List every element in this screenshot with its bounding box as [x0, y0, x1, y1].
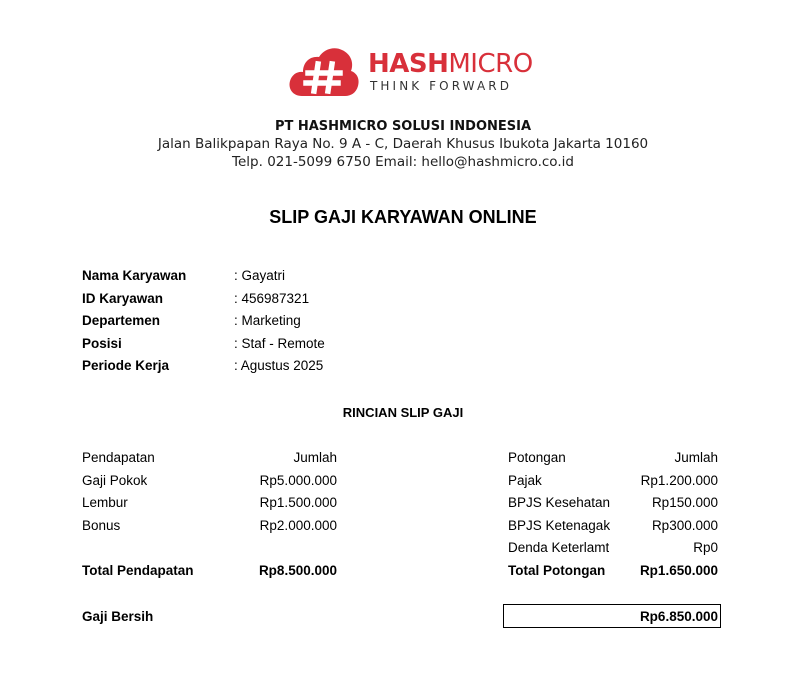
deduction-row	[508, 473, 718, 496]
income-label: Gaji Pokok	[82, 472, 148, 488]
info-label: Periode Kerja	[82, 358, 170, 373]
net-salary-amount: Rp6.850.000	[639, 609, 718, 624]
company-contact: Telp. 021-5099 6750 Email: hello@hashmicro.co.id	[232, 154, 574, 170]
info-label: Nama Karyawan	[82, 268, 187, 283]
deductions-header-label: Potongan	[508, 450, 566, 465]
cloud-hash-icon	[288, 46, 360, 100]
deductions-total-row	[508, 563, 718, 586]
deduction-label: Pajak	[508, 472, 542, 488]
deductions-total-label: Total Potongan	[508, 562, 606, 578]
deductions-table	[508, 450, 718, 585]
info-value: : Marketing	[234, 313, 301, 328]
income-amount: Rp2.000.000	[259, 517, 337, 533]
deductions-header-amount: Jumlah	[674, 450, 718, 465]
section-title: RINCIAN SLIP GAJI	[342, 405, 464, 420]
deduction-label: BPJS Ketenagak	[508, 517, 611, 533]
deduction-row	[508, 495, 718, 518]
info-value: : 456987321	[234, 290, 310, 306]
brand-name-bold: HASH	[368, 49, 449, 79]
income-label: Lembur	[82, 495, 128, 510]
deduction-amount: Rp0	[693, 540, 718, 555]
info-label: ID Karyawan	[82, 290, 164, 306]
income-header-amount: Jumlah	[293, 450, 337, 465]
net-salary-label: Gaji Bersih	[82, 609, 154, 624]
document-title: SLIP GAJI KARYAWAN ONLINE	[269, 207, 537, 227]
brand-name-light: MICRO	[448, 49, 533, 79]
brand-name	[368, 49, 533, 79]
company-logo	[288, 46, 538, 100]
info-label: Posisi	[82, 335, 122, 351]
info-value: : Staf - Remote	[234, 335, 325, 351]
deduction-row	[508, 518, 718, 541]
deduction-row	[508, 540, 718, 563]
deduction-amount: Rp1.200.000	[640, 472, 718, 488]
deduction-amount: Rp300.000	[651, 517, 718, 533]
income-header-row	[82, 450, 337, 473]
income-total-amount: Rp8.500.000	[258, 562, 337, 578]
deduction-amount: Rp150.000	[651, 495, 718, 510]
company-address: Jalan Balikpapan Raya No. 9 A - C, Daerah Khusus Ibukota Jakarta 10160	[157, 136, 649, 152]
info-value: : Agustus 2025	[234, 358, 324, 373]
info-value: : Gayatri	[234, 268, 286, 283]
deduction-label: BPJS Kesehatan	[508, 495, 611, 510]
company-name: PT HASHMICRO SOLUSI INDONESIA	[274, 119, 532, 134]
info-label: Departemen	[82, 313, 161, 328]
deductions-header-row	[508, 450, 718, 473]
net-salary-box	[503, 604, 721, 628]
deductions-total-amount: Rp1.650.000	[639, 562, 718, 578]
income-row	[82, 473, 337, 496]
income-amount: Rp5.000.000	[259, 472, 337, 488]
income-row	[82, 518, 337, 541]
income-row	[82, 495, 337, 518]
income-table	[82, 450, 337, 585]
income-total-label: Total Pendapatan	[82, 562, 194, 578]
brand-tagline: THINK FORWARD	[370, 79, 513, 93]
income-amount: Rp1.500.000	[259, 495, 337, 510]
income-total-row	[82, 563, 337, 586]
income-label: Bonus	[82, 517, 121, 533]
deduction-label: Denda Keterlamt	[508, 540, 610, 555]
income-spacer-row	[82, 540, 337, 563]
income-header-label: Pendapatan	[82, 450, 155, 465]
